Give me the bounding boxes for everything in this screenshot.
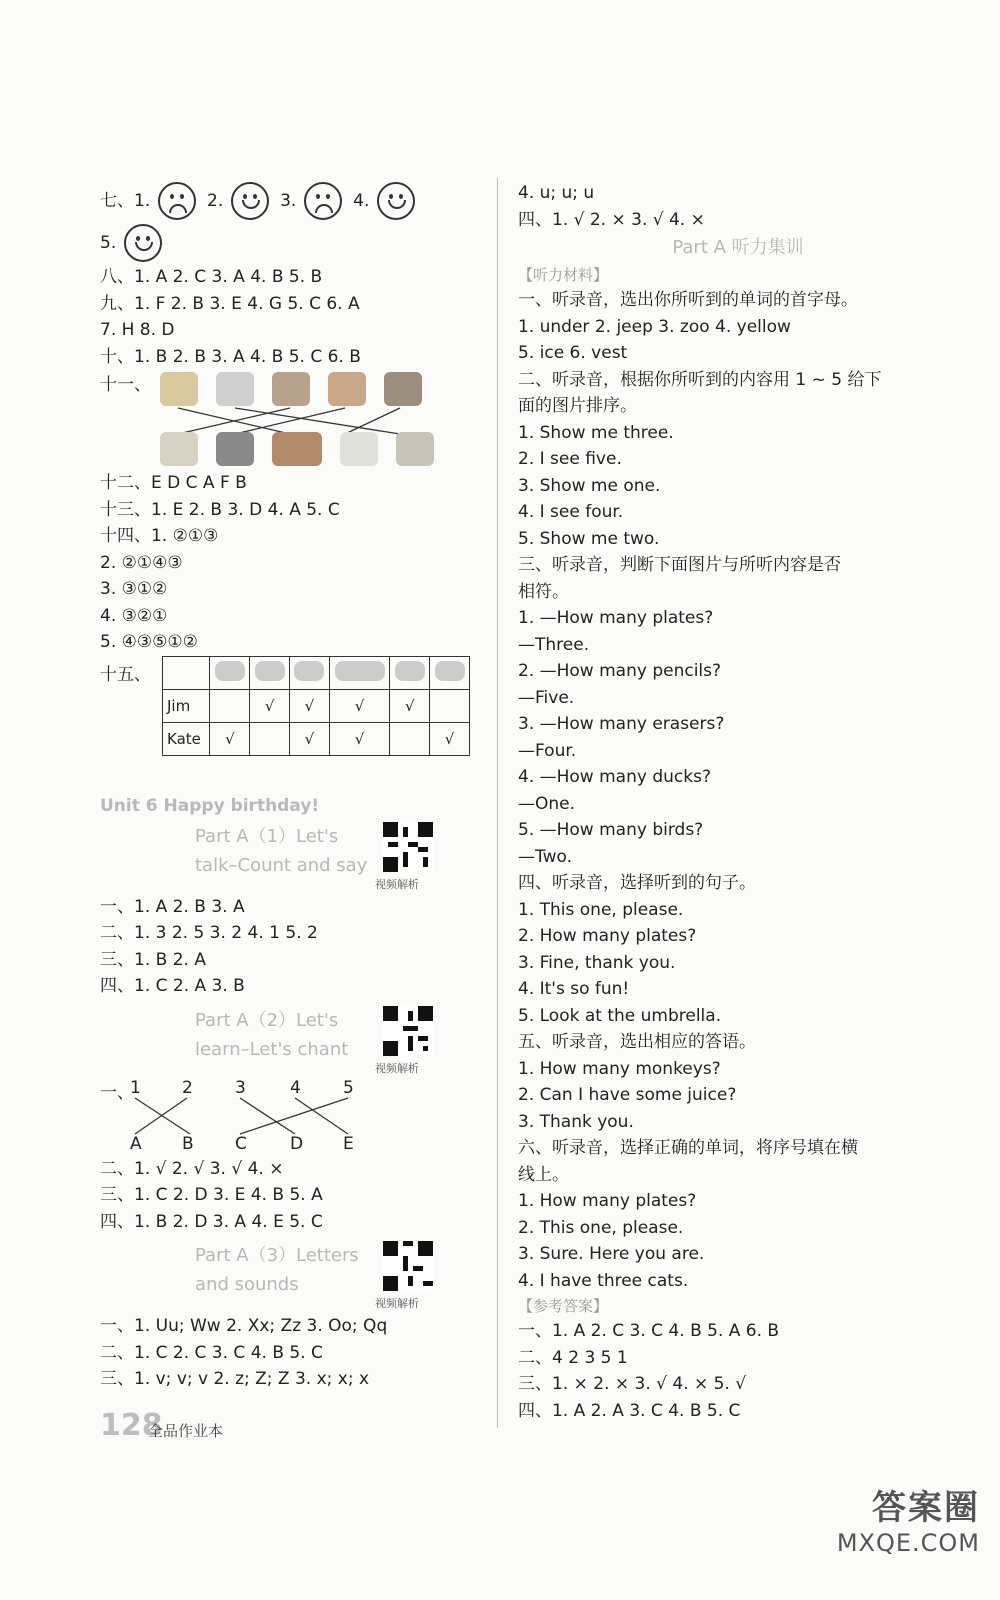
material-line: 2. I see five. [518,449,622,469]
material-line: —Four. [518,740,577,761]
q11-matching-picture [100,370,470,470]
part-title: Part A（3）Letters and sounds [195,1245,359,1295]
material-line: 1. How many monkeys? [518,1058,721,1079]
check-mark: √ [290,689,330,722]
check-mark: √ [329,722,390,755]
material-line: 二、听录音，根据你所听到的内容用 1 ~ 5 给下 [518,369,882,390]
table-row [163,722,470,755]
answer-line: 三、1. v; v; v 2. z; Z; Z 3. x; x; x [100,1369,370,1389]
material-line: —Five. [518,687,575,708]
part-header: Part A 听力集训 [672,237,804,258]
material-line: 3. Sure. Here you are. [518,1244,705,1264]
material-line: 2. How many plates? [518,926,697,946]
q12-answers: 十二、E D C A F B [100,473,247,493]
material-line: —Two. [518,846,572,867]
q14-answer-2: 2. ②①④③ [100,552,183,573]
check-mark: √ [210,722,250,755]
right-column [518,180,918,1424]
q7-item: 4. [353,191,370,211]
monkey-icon [328,372,366,406]
check-mark [390,722,430,755]
qr-code-icon[interactable] [383,1006,433,1056]
material-line: 3. Show me one. [518,475,661,496]
food-preference-table [162,656,470,756]
material-line: 4. —How many ducks? [518,767,711,787]
answer-line: 四、1. A 2. A 3. C 4. B 5. C [518,1400,741,1421]
sad-face-icon [304,182,342,220]
answer-line: 四、1. C 2. A 3. B [100,976,245,996]
table-row [163,689,470,722]
answers-label: 【参考答案】 [518,1297,609,1315]
qr-label: 视频解析 [375,1061,419,1075]
qr-label: 视频解析 [375,877,419,891]
fish-icon [329,656,390,689]
q14-answer-3: 3. ③①② [100,579,168,599]
part-a1-header [195,822,470,894]
match-number: 2 [182,1077,193,1098]
happy-face-icon [231,182,269,220]
material-line: 三、听录音，判断下面图片与所听内容是否 [518,555,841,575]
answer-line: 一、1. A 2. B 3. A [100,896,245,917]
food-pictures [160,432,452,466]
answer-line: 四、1. √ 2. × 3. √ 4. × [518,209,705,230]
match-letter: E [343,1133,354,1154]
check-mark [250,722,290,755]
check-mark: √ [390,689,430,722]
material-line: 5. Show me two. [518,528,660,549]
cake-icon [290,656,330,689]
check-mark: √ [430,722,470,755]
answer-line: 二、1. 3 2. 5 3. 2 4. 1 5. 2 [100,923,318,943]
answer-line: 二、1. √ 2. √ 3. √ 4. × [100,1158,284,1179]
q13-answers: 十三、1. E 2. B 3. D 4. A 5. C [100,499,340,520]
juice-icon [250,656,290,689]
q7-row-2 [100,222,470,264]
material-line: 2. —How many pencils? [518,661,722,681]
material-line: 线上。 [518,1164,569,1185]
answer-line: 四、1. B 2. D 3. A 4. E 5. C [100,1211,323,1232]
material-line: 面的图片排序。 [518,396,637,416]
q7-item: 2. [207,191,224,211]
check-mark: √ [329,689,390,722]
answer-line: 二、4 2 3 5 1 [518,1347,628,1368]
material-line: 1. Show me three. [518,422,674,443]
bread-icon [396,432,434,466]
check-mark: √ [250,689,290,722]
q7-line2: 5. [100,233,117,253]
answer-line: 一、1. Uu; Ww 2. Xx; Zz 3. Oo; Qq [100,1316,388,1336]
panda-icon [216,372,254,406]
answer-line: 三、1. B 2. A [100,949,206,970]
cup-icon [160,432,198,466]
material-line: 四、听录音，选择听到的句子。 [518,873,756,893]
material-line: 六、听录音，选择正确的单词，将序号填在横 [518,1138,858,1158]
book-name: 全品作业本 [148,1422,224,1440]
material-line: 1. This one, please. [518,899,684,920]
qr-code-icon[interactable] [383,1241,433,1291]
qr-code-icon[interactable] [383,822,433,872]
listening-materials [518,287,918,1294]
material-line: 五、听录音，选出相应的答语。 [518,1032,756,1052]
left-column [100,180,470,1393]
answer-line: 三、1. C 2. D 3. E 4. B 5. A [100,1185,323,1205]
material-line: 5. —How many birds? [518,820,704,840]
matching-exercise [100,1078,470,1156]
watermark-line: 答案圈 [872,1488,980,1528]
match-number: 1 [130,1077,141,1098]
match-number: 5 [343,1077,354,1098]
material-line: 相符。 [518,581,569,602]
unit-title: Unit 6 Happy birthday! [100,795,320,816]
material-line: —Three. [518,634,590,655]
cat-icon [384,372,422,406]
page-number: 128 [100,1408,163,1443]
answer-line: 4. u; u; u [518,183,595,203]
milk-icon [340,432,378,466]
material-line: 1. How many plates? [518,1191,697,1211]
q15-block [100,656,470,776]
check-mark: √ [290,722,330,755]
q11-label: 十一、 [100,375,151,395]
material-line: 3. Thank you. [518,1111,634,1132]
material-line: 5. Look at the umbrella. [518,1005,722,1026]
part-a3-header [195,1241,470,1313]
q9-answers-2: 7. H 8. D [100,320,175,340]
material-line: —One. [518,793,576,814]
qr-label: 视频解析 [375,1297,419,1310]
material-line: 3. —How many erasers? [518,714,725,734]
material-line: 1. —How many plates? [518,608,714,628]
answer-line: 三、1. × 2. × 3. √ 4. × 5. √ [518,1374,747,1394]
material-line: 4. I see four. [518,502,624,522]
column-divider [497,178,498,1428]
q8-answers: 八、1. A 2. C 3. A 4. B 5. B [100,267,323,287]
answer-line: 一、1. A 2. C 3. C 4. B 5. A 6. B [518,1321,780,1341]
materials-label: 【听力材料】 [518,266,609,284]
q10-answers: 十、1. B 2. B 3. A 4. B 5. C 6. B [100,346,361,367]
water-icon [390,656,430,689]
material-line: 5. ice 6. vest [518,343,628,363]
q14-answer-1: 十四、1. ②①③ [100,526,219,546]
check-mark [210,689,250,722]
q9-answers: 九、1. F 2. B 3. E 4. G 5. C 6. A [100,293,360,314]
match-number: 4 [290,1077,301,1098]
match-letter: A [130,1133,142,1154]
watermark-logo [837,1480,980,1557]
check-mark [430,689,470,722]
q14-answer-5: 5. ④③⑤①② [100,632,198,652]
happy-face-icon [377,182,415,220]
material-line: 一、听录音，选出你所听到的单词的首字母。 [518,290,858,310]
fish-plate-icon [272,432,322,466]
material-line: 3. Fine, thank you. [518,952,676,973]
tiger-icon [160,372,198,406]
material-line: 2. This one, please. [518,1217,684,1238]
q7-item: 3. [280,191,297,211]
matching-lines [130,1096,360,1136]
q7-label: 七、1. [100,191,151,211]
q7-row [100,180,470,222]
rice-icon [210,656,250,689]
table-header-row [163,656,470,689]
happy-face-icon [124,224,162,262]
sad-face-icon [158,182,196,220]
part-title: Part A（2）Let's learn–Let's chant [195,1009,349,1060]
cake-icon [216,432,254,466]
answer-line: 二、1. C 2. C 3. C 4. B 5. C [100,1342,323,1363]
match-number: 3 [235,1077,246,1098]
material-line: 4. I have three cats. [518,1270,689,1291]
match-label: 一、 [100,1082,134,1103]
bird-icon [272,372,310,406]
row-name: Kate [163,722,210,755]
q15-label: 十五、 [100,664,151,685]
watermark-line: MXQE.COM [836,1529,980,1557]
match-letter: D [290,1133,304,1154]
part-title: Part A（1）Let's talk–Count and say [195,825,368,876]
milk-icon [430,656,470,689]
q14-answer-4: 4. ③②① [100,605,168,626]
match-letter: C [235,1133,247,1154]
material-line: 1. under 2. jeep 3. zoo 4. yellow [518,316,791,337]
match-letter: B [182,1133,194,1154]
row-name: Jim [163,689,210,722]
material-line: 4. It's so fun! [518,979,630,999]
material-line: 2. Can I have some juice? [518,1085,737,1105]
part-a2-header [195,1006,470,1078]
animal-pictures [160,372,440,406]
